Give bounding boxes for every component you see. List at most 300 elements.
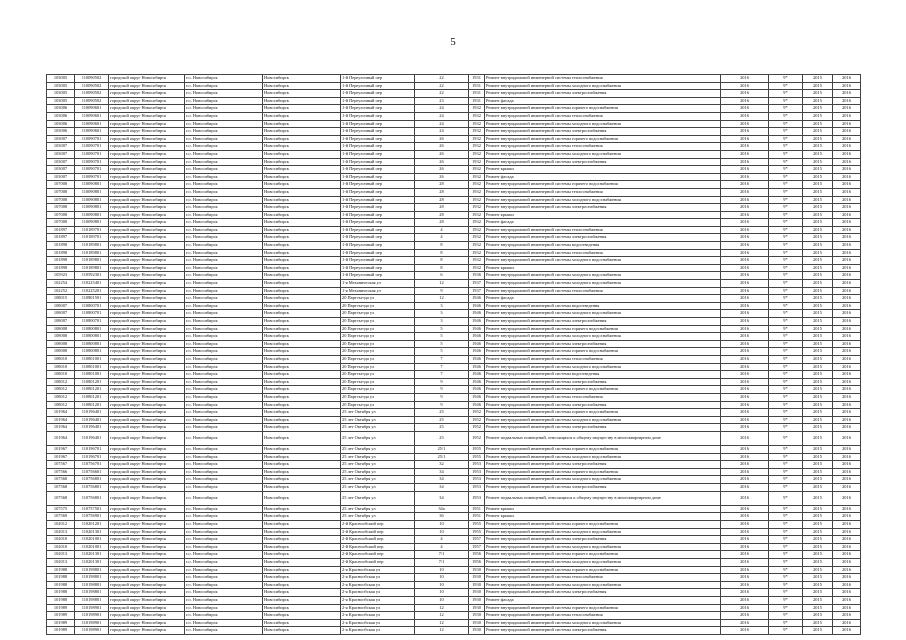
cell-work: Ремонт внутридомовой инженерной системы теплоснабжения [485, 249, 721, 257]
cell-work: Ремонт внутридомовой инженерной системы электроснабжения [485, 424, 721, 432]
cell-end: 2016 [833, 521, 861, 529]
cell-street: 25 лет Октября ул [341, 491, 415, 505]
cell-amount: 9* [769, 143, 803, 151]
cell-year: 1946 [469, 386, 485, 394]
cell-year: 1946 [469, 295, 485, 303]
table-row [47, 378, 861, 386]
cell-code: 110757501 [75, 505, 109, 513]
cell-end: 2016 [833, 551, 861, 559]
cell-start: 2015 [803, 264, 833, 272]
cell-city: Новосибирск [263, 150, 341, 158]
cell-work: Ремонт крыши [485, 211, 721, 219]
cell-settlement: г.о. Новосибирск [185, 257, 263, 265]
cell-code: 110189801 [75, 257, 109, 265]
cell-id: 108008 [47, 325, 75, 333]
cell-code: 110189701 [75, 226, 109, 234]
cell-settlement: г.о. Новосибирск [185, 543, 263, 551]
cell-work: Ремонт внутридомовой инженерной системы электроснабжения [485, 589, 721, 597]
cell-city: Новосибирск [263, 272, 341, 280]
cell-street: 1-й Переулочный пер [341, 75, 415, 83]
cell-start: 2015 [803, 378, 833, 386]
cell-year: 1955 [469, 521, 485, 529]
cell-street: 1-й Переулочный пер [341, 150, 415, 158]
cell-municipality: городской округ Новосибирск [109, 409, 185, 417]
cell-municipality: городской округ Новосибирск [109, 211, 185, 219]
cell-year: 1932 [469, 120, 485, 128]
cell-amount: 9* [769, 97, 803, 105]
cell-street: 1-й Переулочный пер [341, 242, 415, 250]
cell-amount: 9* [769, 461, 803, 469]
cell-amount: 9* [769, 340, 803, 348]
cell-city: Новосибирск [263, 461, 341, 469]
cell-id: 102254 [47, 280, 75, 288]
cell-house: 28 [415, 204, 469, 212]
cell-plan-year: 2016 [721, 287, 769, 295]
cell-municipality: городской округ Новосибирск [109, 82, 185, 90]
cell-id: 102013 [47, 559, 75, 567]
cell-amount: 9* [769, 409, 803, 417]
cell-city: Новосибирск [263, 589, 341, 597]
cell-municipality: городской округ Новосибирск [109, 627, 185, 635]
cell-start: 2015 [803, 528, 833, 536]
cell-city: Новосибирск [263, 574, 341, 582]
cell-municipality: городской округ Новосибирск [109, 234, 185, 242]
cell-municipality: городской округ Новосибирск [109, 264, 185, 272]
cell-id: 108007 [47, 302, 75, 310]
cell-municipality: городской округ Новосибирск [109, 491, 185, 505]
cell-code: 110756701 [75, 461, 109, 469]
cell-plan-year: 2016 [721, 596, 769, 604]
cell-street: 20 Партсъезда ул [341, 401, 415, 409]
cell-start: 2015 [803, 333, 833, 341]
cell-amount: 9* [769, 521, 803, 529]
cell-city: Новосибирск [263, 196, 341, 204]
cell-house: 6 [415, 272, 469, 280]
cell-municipality: городской округ Новосибирск [109, 158, 185, 166]
cell-plan-year: 2016 [721, 249, 769, 257]
cell-municipality: городской округ Новосибирск [109, 128, 185, 136]
table-row [47, 505, 861, 513]
cell-city: Новосибирск [263, 505, 341, 513]
cell-start: 2015 [803, 468, 833, 476]
cell-house: 28 [415, 181, 469, 189]
cell-end: 2016 [833, 401, 861, 409]
cell-work: Ремонт внутридомовой инженерной системы теплоснабжения [485, 574, 721, 582]
cell-municipality: городской округ Новосибирск [109, 242, 185, 250]
cell-amount: 9* [769, 431, 803, 445]
cell-work: Ремонт внутридомовой инженерной системы холодного водоснабжения [485, 310, 721, 318]
cell-year: 1931 [469, 97, 485, 105]
cell-street: 1-й Переулочный пер [341, 105, 415, 113]
cell-code: 110189801 [75, 249, 109, 257]
cell-house: 26 [415, 166, 469, 174]
cell-amount: 9* [769, 484, 803, 492]
cell-city: Новосибирск [263, 371, 341, 379]
cell-plan-year: 2016 [721, 416, 769, 424]
cell-end: 2016 [833, 234, 861, 242]
cell-plan-year: 2016 [721, 476, 769, 484]
cell-year: 1930 [469, 612, 485, 620]
cell-municipality: городской округ Новосибирск [109, 393, 185, 401]
cell-city: Новосибирск [263, 596, 341, 604]
cell-id: 102013 [47, 528, 75, 536]
cell-street: 2-я Краснообская ул [341, 604, 415, 612]
cell-house: 10 [415, 521, 469, 529]
cell-end: 2016 [833, 173, 861, 181]
cell-start: 2015 [803, 188, 833, 196]
cell-plan-year: 2016 [721, 604, 769, 612]
cell-amount: 9* [769, 363, 803, 371]
table-row [47, 112, 861, 120]
cell-year: 1932 [469, 196, 485, 204]
cell-start: 2015 [803, 166, 833, 174]
cell-start: 2015 [803, 604, 833, 612]
cell-work: Ремонт внутридомовой инженерной системы горячего водоснабжения [485, 181, 721, 189]
cell-code: 110196401 [75, 409, 109, 417]
cell-municipality: городской округ Новосибирск [109, 476, 185, 484]
cell-code: 110800701 [75, 302, 109, 310]
cell-municipality: городской округ Новосибирск [109, 386, 185, 394]
cell-year: 1930 [469, 574, 485, 582]
cell-id: 103007 [47, 166, 75, 174]
cell-start: 2015 [803, 543, 833, 551]
cell-id: 102010 [47, 536, 75, 544]
cell-work: Ремонт внутридомовой инженерной системы теплоснабжения [485, 226, 721, 234]
cell-city: Новосибирск [263, 536, 341, 544]
cell-house: 12 [415, 619, 469, 627]
cell-code: 110196401 [75, 431, 109, 445]
cell-city: Новосибирск [263, 446, 341, 454]
cell-start: 2015 [803, 318, 833, 326]
cell-id: 101967 [47, 453, 75, 461]
cell-plan-year: 2016 [721, 90, 769, 98]
cell-municipality: городской округ Новосибирск [109, 378, 185, 386]
cell-city: Новосибирск [263, 566, 341, 574]
cell-work: Ремонт внутридомовой инженерной системы холодного водоснабжения [485, 528, 721, 536]
cell-year: 1955 [469, 446, 485, 454]
cell-house: 34 [415, 476, 469, 484]
cell-id: 103006 [47, 112, 75, 120]
cell-code: 110198801 [75, 574, 109, 582]
cell-amount: 9* [769, 280, 803, 288]
cell-work: Ремонт внутридомовой инженерной системы электроснабжения [485, 461, 721, 469]
cell-id: 103005 [47, 90, 75, 98]
cell-amount: 9* [769, 386, 803, 394]
cell-code: 110801201 [75, 378, 109, 386]
table-row [47, 401, 861, 409]
cell-house: 12 [415, 295, 469, 303]
cell-start: 2015 [803, 363, 833, 371]
cell-house: 5 [415, 340, 469, 348]
cell-id: 107569 [47, 513, 75, 521]
cell-house: 4 [415, 226, 469, 234]
cell-settlement: г.о. Новосибирск [185, 476, 263, 484]
cell-amount: 9* [769, 513, 803, 521]
cell-year: 1932 [469, 204, 485, 212]
cell-amount: 9* [769, 158, 803, 166]
cell-city: Новосибирск [263, 181, 341, 189]
cell-street: 20 Партсъезда ул [341, 310, 415, 318]
table-row [47, 521, 861, 529]
cell-municipality: городской округ Новосибирск [109, 204, 185, 212]
cell-end: 2016 [833, 302, 861, 310]
cell-settlement: г.о. Новосибирск [185, 82, 263, 90]
cell-city: Новосибирск [263, 627, 341, 635]
cell-city: Новосибирск [263, 82, 341, 90]
table-row [47, 280, 861, 288]
cell-house: 36 [415, 513, 469, 521]
cell-year: 1946 [469, 302, 485, 310]
cell-year: 1930 [469, 581, 485, 589]
cell-work: Ремонт подвальных помещений, относящихся к общему имуществу в многоквартирном доме [485, 431, 721, 445]
cell-code: 110801001 [75, 355, 109, 363]
cell-start: 2015 [803, 128, 833, 136]
cell-id: 108007 [47, 318, 75, 326]
cell-amount: 9* [769, 476, 803, 484]
cell-amount: 9* [769, 612, 803, 620]
cell-end: 2016 [833, 257, 861, 265]
table-row [47, 536, 861, 544]
cell-house: 10 [415, 566, 469, 574]
cell-amount: 9* [769, 181, 803, 189]
cell-settlement: г.о. Новосибирск [185, 371, 263, 379]
cell-city: Новосибирск [263, 468, 341, 476]
cell-amount: 9* [769, 559, 803, 567]
cell-id: 101898 [47, 242, 75, 250]
cell-work: Ремонт внутридомовой инженерной системы холодного водоснабжения [485, 416, 721, 424]
cell-settlement: г.о. Новосибирск [185, 528, 263, 536]
table-row [47, 287, 861, 295]
cell-year: 1930 [469, 627, 485, 635]
cell-city: Новосибирск [263, 604, 341, 612]
cell-city: Новосибирск [263, 128, 341, 136]
cell-start: 2015 [803, 234, 833, 242]
cell-settlement: г.о. Новосибирск [185, 468, 263, 476]
cell-city: Новосибирск [263, 619, 341, 627]
cell-settlement: г.о. Новосибирск [185, 363, 263, 371]
table-row [47, 484, 861, 492]
cell-house: 4 [415, 234, 469, 242]
cell-plan-year: 2016 [721, 461, 769, 469]
cell-municipality: городской округ Новосибирск [109, 468, 185, 476]
cell-street: 2-я Краснообская ул [341, 627, 415, 635]
cell-house: 10 [415, 589, 469, 597]
cell-house: 3 [415, 302, 469, 310]
table-row [47, 302, 861, 310]
cell-settlement: г.о. Новосибирск [185, 424, 263, 432]
cell-work: Ремонт внутридомовой инженерной системы теплоснабжения [485, 287, 721, 295]
cell-amount: 9* [769, 378, 803, 386]
cell-plan-year: 2016 [721, 264, 769, 272]
cell-end: 2016 [833, 143, 861, 151]
table-row [47, 75, 861, 83]
cell-city: Новосибирск [263, 528, 341, 536]
table-row [47, 627, 861, 635]
cell-year: 1953 [469, 461, 485, 469]
cell-plan-year: 2016 [721, 355, 769, 363]
page-number: 5 [450, 36, 456, 48]
cell-work: Ремонт внутридомовой инженерной системы электроснабжения [485, 340, 721, 348]
cell-start: 2015 [803, 302, 833, 310]
cell-plan-year: 2016 [721, 295, 769, 303]
cell-municipality: городской округ Новосибирск [109, 453, 185, 461]
table-row [47, 272, 861, 280]
cell-city: Новосибирск [263, 242, 341, 250]
cell-street: 2-я Краснообская ул [341, 589, 415, 597]
cell-id: 103007 [47, 158, 75, 166]
cell-year: 1932 [469, 166, 485, 174]
cell-municipality: городской округ Новосибирск [109, 135, 185, 143]
cell-municipality: городской округ Новосибирск [109, 90, 185, 98]
cell-plan-year: 2016 [721, 386, 769, 394]
cell-id: 103006 [47, 128, 75, 136]
cell-start: 2015 [803, 401, 833, 409]
cell-amount: 9* [769, 333, 803, 341]
cell-end: 2016 [833, 484, 861, 492]
cell-year: 1955 [469, 453, 485, 461]
cell-street: 1-й Переулочный пер [341, 211, 415, 219]
cell-house: 25 [415, 416, 469, 424]
cell-id: 103005 [47, 75, 75, 83]
cell-year: 1932 [469, 226, 485, 234]
cell-amount: 9* [769, 566, 803, 574]
cell-settlement: г.о. Новосибирск [185, 566, 263, 574]
cell-street: 1-й Переулочный пер [341, 188, 415, 196]
cell-street: 20 Партсъезда ул [341, 340, 415, 348]
cell-year: 1937 [469, 287, 485, 295]
cell-plan-year: 2016 [721, 453, 769, 461]
cell-plan-year: 2016 [721, 310, 769, 318]
cell-plan-year: 2016 [721, 280, 769, 288]
cell-settlement: г.о. Новосибирск [185, 596, 263, 604]
cell-plan-year: 2016 [721, 219, 769, 227]
cell-start: 2015 [803, 242, 833, 250]
cell-id: 101964 [47, 409, 75, 417]
cell-house: 12 [415, 627, 469, 635]
cell-start: 2015 [803, 355, 833, 363]
cell-work: Ремонт внутридомовой инженерной системы горячего водоснабжения [485, 409, 721, 417]
cell-house: 3 [415, 318, 469, 326]
cell-amount: 9* [769, 325, 803, 333]
cell-city: Новосибирск [263, 120, 341, 128]
cell-municipality: городской округ Новосибирск [109, 513, 185, 521]
cell-code: 110090502 [75, 75, 109, 83]
cell-street: 1-й Переулочный пер [341, 272, 415, 280]
cell-work: Ремонт внутридомовой инженерной системы холодного водоснабжения [485, 82, 721, 90]
table-row [47, 90, 861, 98]
cell-street: 1-я Механическая ул [341, 287, 415, 295]
cell-start: 2015 [803, 143, 833, 151]
cell-city: Новосибирск [263, 166, 341, 174]
cell-municipality: городской округ Новосибирск [109, 581, 185, 589]
table-row [47, 409, 861, 417]
cell-house: 9 [415, 393, 469, 401]
cell-municipality: городской округ Новосибирск [109, 596, 185, 604]
table-row [47, 264, 861, 272]
cell-settlement: г.о. Новосибирск [185, 521, 263, 529]
cell-year: 1931 [469, 90, 485, 98]
cell-id: 101964 [47, 431, 75, 445]
cell-street: 2-я Краснообская ул [341, 574, 415, 582]
cell-work: Ремонт внутридомовой инженерной системы электроснабжения [485, 378, 721, 386]
cell-amount: 9* [769, 574, 803, 582]
cell-plan-year: 2016 [721, 424, 769, 432]
cell-code: 110198801 [75, 589, 109, 597]
cell-plan-year: 2016 [721, 302, 769, 310]
cell-amount: 9* [769, 543, 803, 551]
cell-code: 110090701 [75, 166, 109, 174]
cell-house: 28 [415, 219, 469, 227]
cell-municipality: городской округ Новосибирск [109, 302, 185, 310]
cell-id: 103007 [47, 173, 75, 181]
cell-start: 2015 [803, 536, 833, 544]
cell-id: 107008 [47, 204, 75, 212]
table-row [47, 393, 861, 401]
cell-plan-year: 2016 [721, 521, 769, 529]
cell-code: 110225401 [75, 280, 109, 288]
cell-plan-year: 2016 [721, 363, 769, 371]
cell-code: 110189801 [75, 242, 109, 250]
cell-start: 2015 [803, 219, 833, 227]
cell-year: 1946 [469, 325, 485, 333]
cell-city: Новосибирск [263, 401, 341, 409]
cell-municipality: городской округ Новосибирск [109, 619, 185, 627]
cell-street: 1-й Переулочный пер [341, 158, 415, 166]
cell-year: 1932 [469, 264, 485, 272]
cell-year: 1932 [469, 257, 485, 265]
cell-house: 25/1 [415, 446, 469, 454]
cell-amount: 9* [769, 416, 803, 424]
cell-municipality: городской округ Новосибирск [109, 484, 185, 492]
cell-code: 110198801 [75, 581, 109, 589]
cell-settlement: г.о. Новосибирск [185, 310, 263, 318]
cell-plan-year: 2016 [721, 431, 769, 445]
cell-code: 110756901 [75, 513, 109, 521]
table-row [47, 476, 861, 484]
cell-end: 2016 [833, 196, 861, 204]
cell-city: Новосибирск [263, 310, 341, 318]
cell-end: 2016 [833, 112, 861, 120]
cell-start: 2015 [803, 371, 833, 379]
cell-amount: 9* [769, 302, 803, 310]
cell-street: 1-й Переулочный пер [341, 249, 415, 257]
cell-start: 2015 [803, 453, 833, 461]
table-row [47, 348, 861, 356]
cell-municipality: городской округ Новосибирск [109, 363, 185, 371]
cell-code: 110090801 [75, 211, 109, 219]
cell-street: 20 Партсъезда ул [341, 386, 415, 394]
cell-code: 110090701 [75, 158, 109, 166]
table-row [47, 105, 861, 113]
cell-code: 110801201 [75, 386, 109, 394]
cell-settlement: г.о. Новосибирск [185, 226, 263, 234]
cell-amount: 9* [769, 581, 803, 589]
cell-work: Ремонт внутридомовой инженерной системы холодного водоснабжения [485, 476, 721, 484]
cell-id: 107008 [47, 196, 75, 204]
cell-year: 1932 [469, 181, 485, 189]
cell-end: 2016 [833, 280, 861, 288]
cell-work: Ремонт внутридомовой инженерной системы горячего водоснабжения [485, 386, 721, 394]
cell-work: Ремонт внутридомовой инженерной системы теплоснабжения [485, 75, 721, 83]
cell-settlement: г.о. Новосибирск [185, 491, 263, 505]
cell-year: 1946 [469, 318, 485, 326]
cell-house: 25/1 [415, 453, 469, 461]
cell-start: 2015 [803, 204, 833, 212]
cell-amount: 9* [769, 604, 803, 612]
cell-city: Новосибирск [263, 581, 341, 589]
cell-id: 101988 [47, 589, 75, 597]
cell-id: 101964 [47, 416, 75, 424]
